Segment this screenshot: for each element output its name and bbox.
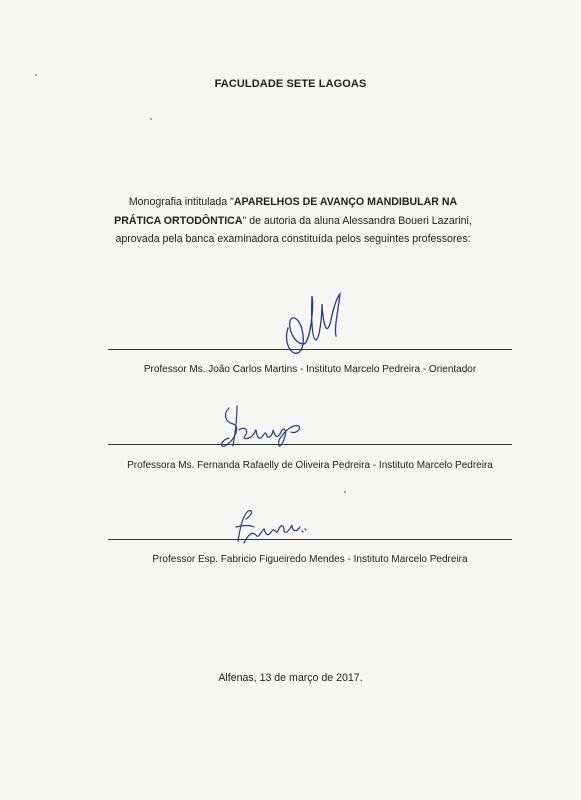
approval-statement [108,193,478,249]
signature-examiner-2 [215,400,310,455]
place-and-date: Alfenas, 13 de março de 2017. [218,672,363,684]
signature-examiner-1 [278,288,358,368]
examiner-3-name: Professor Esp. Fabricio Figueiredo Mendes - Instituto Marcelo Pedreira [152,554,468,565]
monograph-title: APARELHOS DE AVANÇO MANDIBULAR NA PRÁTICA ORTODÔNTICA [114,196,458,227]
institution-name: FACULDADE SETE LAGOAS [214,78,367,90]
signature-line-examiner-1 [108,349,512,350]
signature-line-examiner-2 [108,444,512,445]
examiner-2-name: Professora Ms. Fernanda Rafaelly de Oliveira Pedreira - Instituto Marcelo Pedreira [127,460,493,471]
approval-text-after: " de autoria da aluna Alessandra Boueri Lazarini, aprovada pela banca examinadora constituída pelos seguintes professores: [115,214,472,245]
scan-speck [150,118,152,120]
scan-speck [344,491,346,493]
scan-speck [35,74,37,76]
signature-examiner-3 [230,505,310,550]
signature-line-examiner-3 [108,539,512,540]
approval-text-before: Monografia intitulada " [128,196,234,208]
examiner-1-name: Professor Ms. João Carlos Martins - Instituto Marcelo Pedreira - Orientador [143,364,477,375]
